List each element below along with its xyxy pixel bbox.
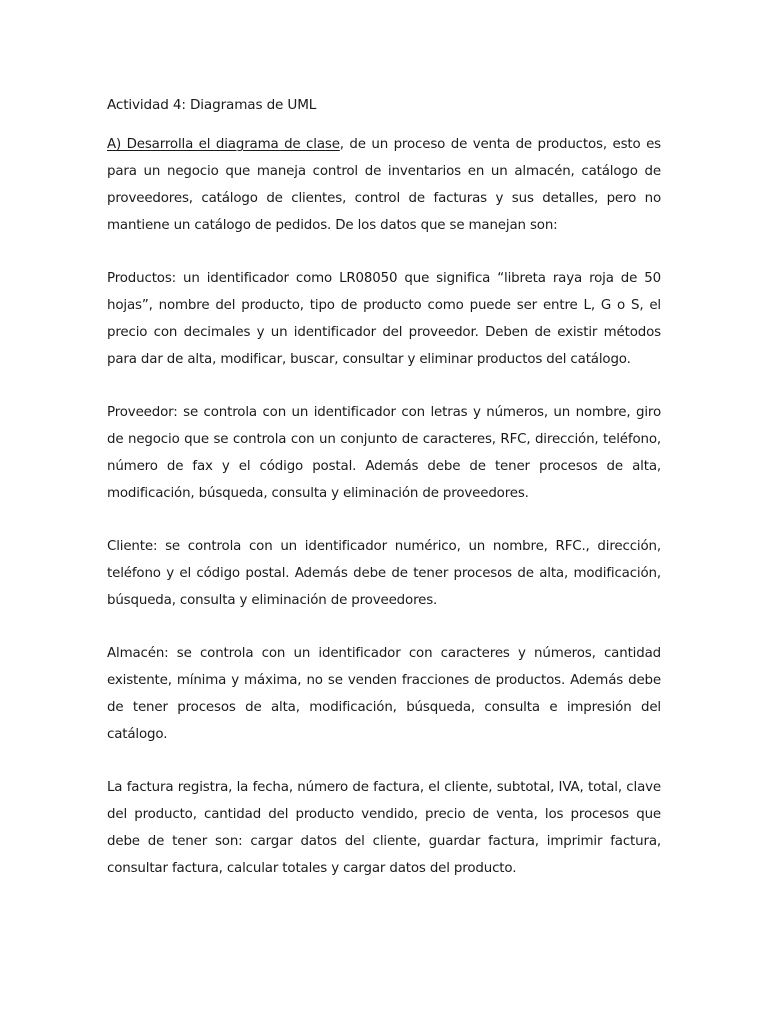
intro-lead: A) Desarrolla el diagrama de clase (107, 137, 340, 152)
paragraph-almacen: Almacén: se controla con un identificador con caracteres y números, cantidad existente, mínima y máxima, no se venden fracciones de productos. Además debe de tener procesos de alta, modificación, búsqueda, consulta e impresión del catálogo. (107, 646, 661, 742)
page-title: Actividad 4: Diagramas de UML (107, 97, 317, 113)
paragraph-factura: La factura registra, la fecha, número de factura, el cliente, subtotal, IVA, total, clave del producto, cantidad del producto vendido, precio de venta, los procesos que debe de tener son: cargar datos del cliente, guardar factura, imprimir factura, consultar factura, calcular totales y cargar datos del producto. (107, 780, 661, 876)
paragraph-proveedor: Proveedor: se controla con un identificador con letras y números, un nombre, giro de negocio que se controla con un conjunto de caracteres, RFC, dirección, teléfono, número de fax y el código postal. Además debe de tener procesos de alta, modificación, búsqueda, consulta y eliminación de proveedores. (107, 405, 661, 501)
intro-text: , de un proceso de venta de productos, esto es para un negocio que maneja control de inventarios en un almacén, catálogo de proveedores, catálogo de clientes, control de facturas y sus detalles, pero no mantiene un catálogo de pedidos. De los datos que se manejan son: (107, 137, 661, 233)
intro-paragraph (107, 131, 661, 239)
document-body (107, 92, 661, 882)
paragraph-cliente: Cliente: se controla con un identificador numérico, un nombre, RFC., dirección, teléfono y el código postal. Además debe de tener procesos de alta, modificación, búsqueda, consulta y eliminación de proveedores. (107, 539, 661, 608)
paragraph-productos: Productos: un identificador como LR08050 que significa “libreta raya roja de 50 hojas”, nombre del producto, tipo de producto como puede ser entre L, G o S, el precio con decimales y un identificador del proveedor. Deben de existir métodos para dar de alta, modificar, buscar, consultar y eliminar productos del catálogo. (107, 271, 661, 367)
